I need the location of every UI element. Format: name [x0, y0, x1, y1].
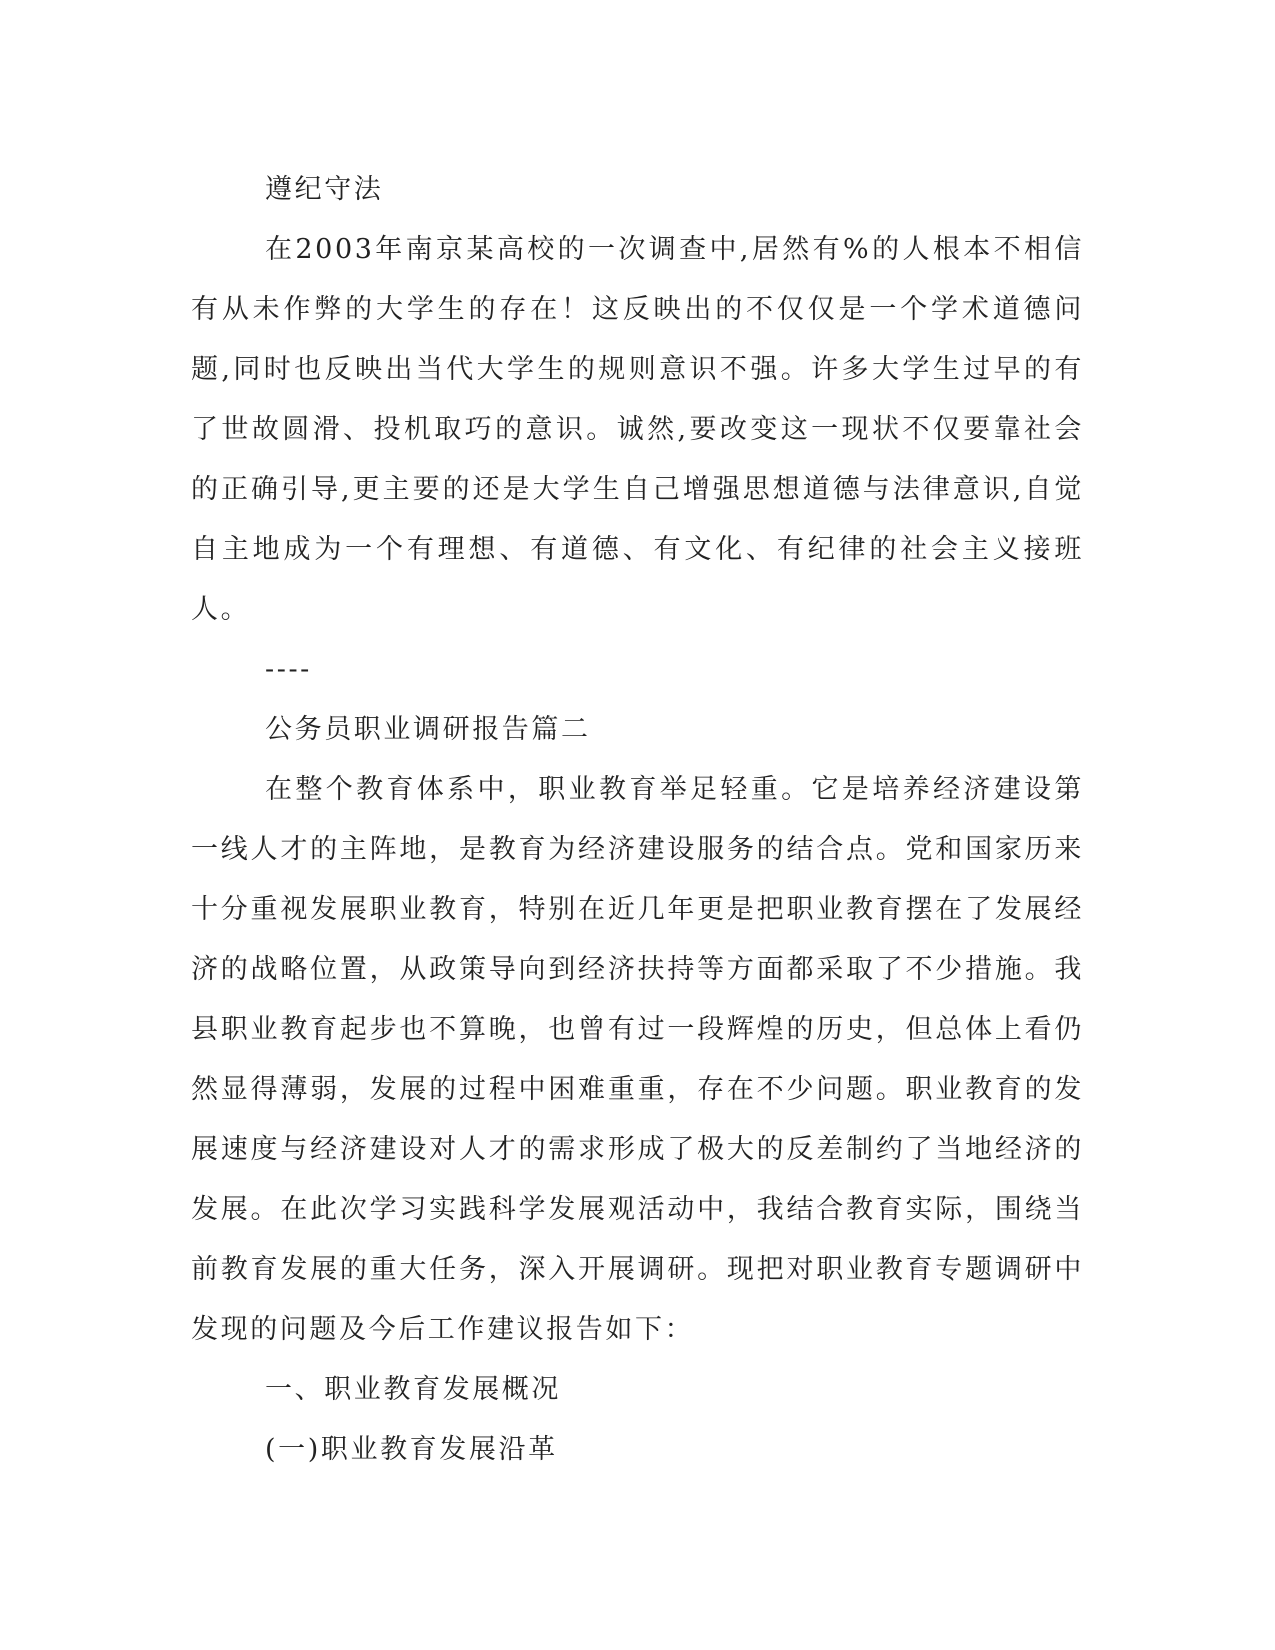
- section-heading: 一、职业教育发展概况: [265, 1374, 561, 1405]
- body-paragraph: 在2003年南京某高校的一次调查中,居然有%的人根本不相信有从未作弊的大学生的存在！这反映出的不仅仅是一个学术道德问题,同时也反映出当代大学生的规则意识不强。许多大学生过早的有了世故圆滑、投机取巧的意识。诚然,要改变这一现状不仅要靠社会的正确引导,更主要的还是大学生自己增强思想道德与法律意识,自觉自主地成为一个有理想、有道德、有文化、有纪律的社会主义接班人。: [191, 234, 1084, 625]
- section-heading: 遵纪守法: [265, 174, 384, 205]
- separator-text: ----: [265, 654, 312, 685]
- subsection-heading: (一)职业教育发展沿革: [265, 1434, 558, 1465]
- body-paragraph: 在整个教育体系中，职业教育举足轻重。它是培养经济建设第一线人才的主阵地，是教育为经济建设服务的结合点。党和国家历来十分重视发展职业教育，特别在近几年更是把职业教育摆在了发展经济的战略位置，从政策导向到经济扶持等方面都采取了不少措施。我县职业教育起步也不算晚，也曾有过一段辉煌的历史，但总体上看仍然显得薄弱，发展的过程中困难重重，存在不少问题。职业教育的发展速度与经济建设对人才的需求形成了极大的反差制约了当地经济的发展。在此次学习实践科学发展观活动中，我结合教育实际，围绕当前教育发展的重大任务，深入开展调研。现把对职业教育专题调研中发现的问题及今后工作建议报告如下：: [191, 774, 1084, 1345]
- document-body: [191, 160, 1084, 1480]
- article-title: 公务员职业调研报告篇二: [265, 714, 591, 745]
